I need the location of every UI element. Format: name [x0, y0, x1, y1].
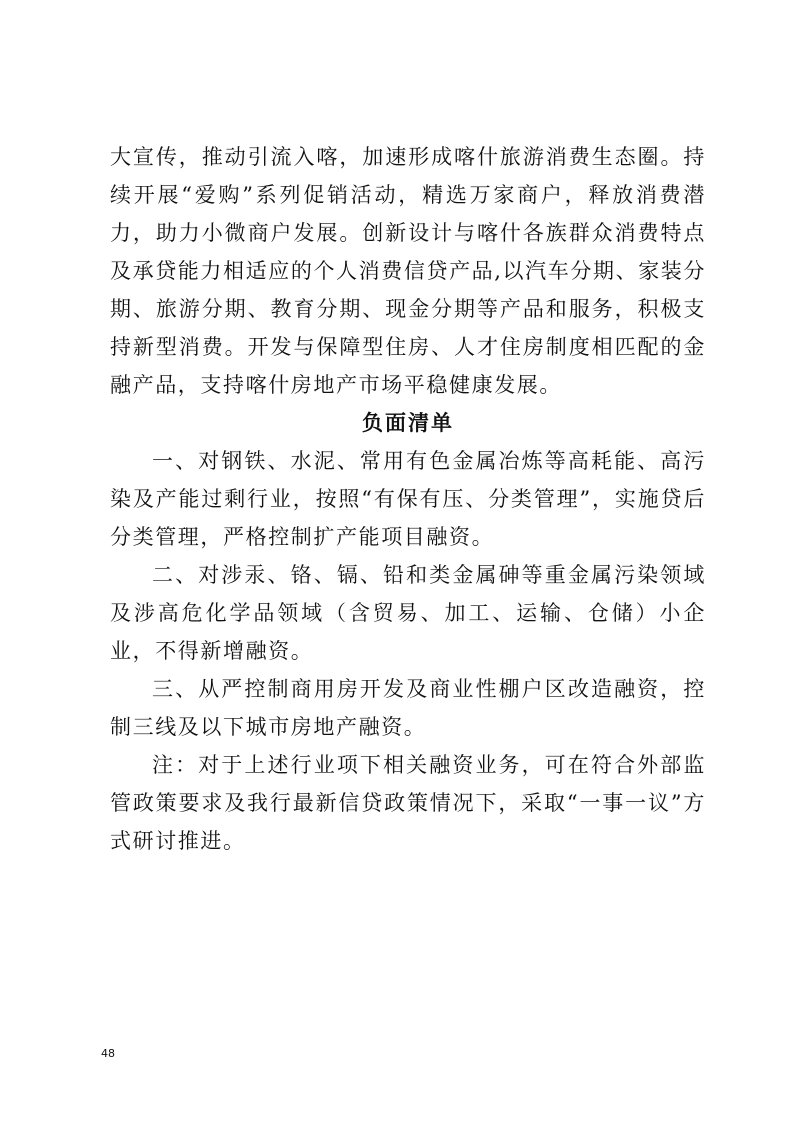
intro-paragraph: 大宣传，推动引流入喀，加速形成喀什旅游消费生态圈。持续开展“爱购”系列促销活动，精选万家商户，释放消费潜力，助力小微商户发展。创新设计与喀什各族群众消费特点及承贷能力相适应的个人消费信贷产品,以汽车分期、家装分期、旅游分期、教育分期、现金分期等产品和服务，积极支持新型消费。开发与保障型住房、人才住房制度相匹配的金融产品，支持喀什房地产市场平稳健康发展。 [110, 145, 706, 397]
list-item-2: 二、对涉汞、铬、镉、铅和类金属砷等重金属污染领域及涉高危化学品领域（含贸易、加工、运输、仓储）小企业，不得新增融资。 [110, 563, 706, 663]
document-body [110, 138, 706, 860]
note-paragraph: 注：对于上述行业项下相关融资业务，可在符合外部监管政策要求及我行最新信贷政策情况下，采取“一事一议”方式研讨推进。 [110, 753, 706, 853]
list-item-1: 一、对钢铁、水泥、常用有色金属冶炼等高耗能、高污染及产能过剩行业，按照“有保有压、分类管理”，实施贷后分类管理，严格控制扩产能项目融资。 [110, 449, 706, 549]
section-title: 负面清单 [362, 410, 454, 435]
list-item-3: 三、从严控制商用房开发及商业性棚户区改造融资，控制三线及以下城市房地产融资。 [110, 677, 706, 739]
page-number: 48 [101, 1047, 115, 1060]
